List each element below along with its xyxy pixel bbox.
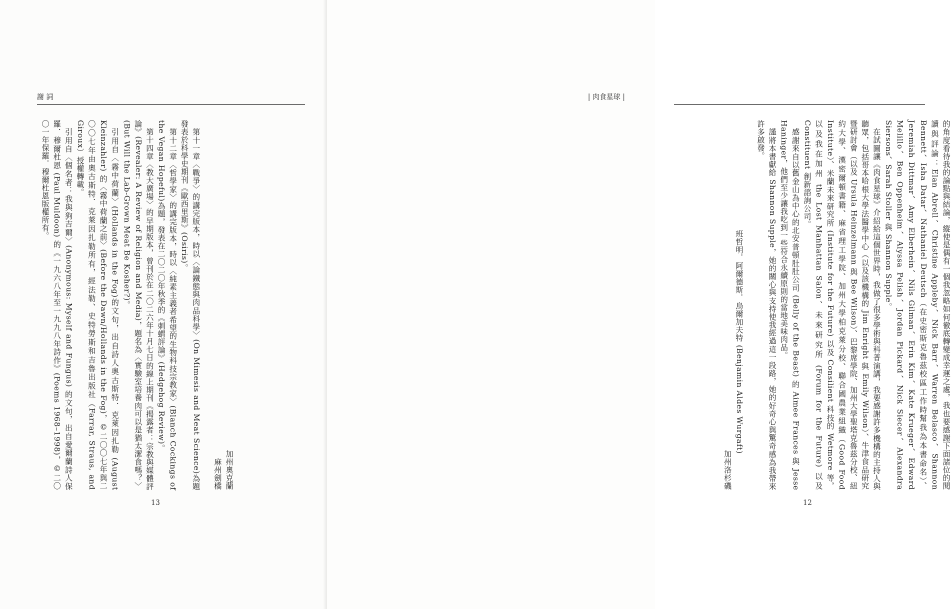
paragraph: 第十二章〈哲學家〉的講完版本，時以〈純素主義者希望的生物科技宗教家〉(Blanch Cockings of the Vegan Hopeful)為題，發表在二〇二〇年秋季的《刺蝟評論》(Hedgehog Review)。 (157, 120, 178, 490)
header-rule-left (37, 104, 305, 105)
paragraph: 第十一章〈戰爭〉的講完版本，時以〈論鐵態與肉品科學〉(On Mimesis and Meat Science)為題發表於科學史期刊《歐西里斯》(Osiris)。 (180, 120, 201, 490)
paragraph: 的角度看待我的論點與結論，縱使是偶有一個我忽略如何徹底轉變成幸運之處，我也要感謝下面諸位的閱讀與評論：Elan Abrell、Christine Appleby、Nick Barr、Warren Belasco、Shannon Bennett、Isha Datar、Nathaniel Deutsch（在史密斯克魯茲校區工作時幫我為本書命名）、Jeremiah Dittmar、Amy Elberhein、Nils Gilman、Erin Kim、Kate Krueger、Edward Melillo、Ben Oppenheim、Alyssa Pelish、Jordan Pickard、Nick Siecer、Alexandra Siersons、Sarah Stoller 與 Shannon Supple。 (884, 120, 951, 490)
left-page (0, 0, 327, 609)
page-number-right: 12 (803, 499, 812, 507)
paragraph-gap (202, 120, 212, 490)
paragraph: 引用自〈個名者：我與狗吉爾〉(Anonymous: Myself and Fungus) 的文句，出自愛爾蘭詩人保羅．穆爾杜恩 (Paul Muldoon) 的《一九六八年至一九九八年詩作》(Poems 1968–1998)，©二〇〇一年保羅．穆爾杜恩版權所有。 (41, 120, 74, 490)
running-header-left: 謝 詞 (37, 93, 54, 101)
page-number-left: 13 (151, 499, 160, 507)
header-rule-right (674, 104, 925, 105)
paragraph: 感謝來自以舊金山為中心的北安普頓肚肚公司 (Belly of the Beast) 的 Aimee Frances 與 Jesse Haninger，他們至少讓我吃到一些符合永續原則的當地美味肉品。 (779, 120, 801, 490)
signature-location-oakland: 加州奧克蘭 (225, 450, 234, 490)
left-page-body (41, 120, 235, 490)
right-page-body (682, 120, 952, 490)
paragraph: 引用自〈霧中荷蘭〉(Hollands in the Fog)的文句，出自詩人奧古斯特．克萊因扎勒 (August Kleinzahler) 的〈霧中荷蘭之前〉(Before the Dawn/Hollands in the Fog)，©二〇〇七年與二〇〇七年由奧古斯特．克萊因扎勒所有，經法勒、史特勞斯和吉魯出版社（Farrar, Straus, and Giroux）授權轉載。 (75, 120, 120, 490)
signature-location-cambridge: 麻州劍橋 (213, 458, 223, 490)
paragraph: 第十四章〈教大廣場〉的早期版本，曾刊於在二〇二六年十月七日的線上期刊《揭露者：宗教與媒體評論》(Revealer: A Review of Religion and Media)，題名為〈實驗室培養肉可以是猶太潔食嗎？〉(But Will the Lab-Grown Meat Be Kosher?)。 (122, 120, 155, 490)
author-signature: 班哲明．阿爾德斯．烏爾加夫特 (Benjamin Aldes Wurgaft) (734, 230, 744, 454)
right-page (327, 0, 951, 609)
paragraph-gap (745, 120, 755, 490)
paragraph: 謹將本書獻給 Shannon Supple，她的關心與支持使我經過這一段路，她的好奇心與驚奇感為我帶來許多啟發。 (756, 120, 778, 490)
signature-location-la: 加州洛杉磯 (723, 450, 733, 490)
running-header-right: | 肉食星球 | (587, 93, 625, 101)
paragraph: 在試圖讓《肉食星球》介紹給這個世界時，我做了很多學術與科普演講，我要感謝許多機構的主持人與聽眾，包括哥本哈根大學法醫學中心（以及該機構的 Jim Enright 與 Emily Wilson）、牛津食品研究暨研討會（以及 Ursula Heinzelmann 與 Bee Wilson）、巴黎席學院、加州大學聖塔克魯茲分校、紐約大學、漢密爾頓書籍、麻省理工學院、加州大學柏克萊分校、聯合國農業組織（Good Food Institute）、米蘭未來研究所 (Institute for the Future) 以及 Consilient 科技的 Wetmore 等，以及我在加州 the Lost Manhattan Salon、未來研究所 (Forum for the Future) 以及 Constituent 創新諮詢公司。 (802, 120, 882, 490)
